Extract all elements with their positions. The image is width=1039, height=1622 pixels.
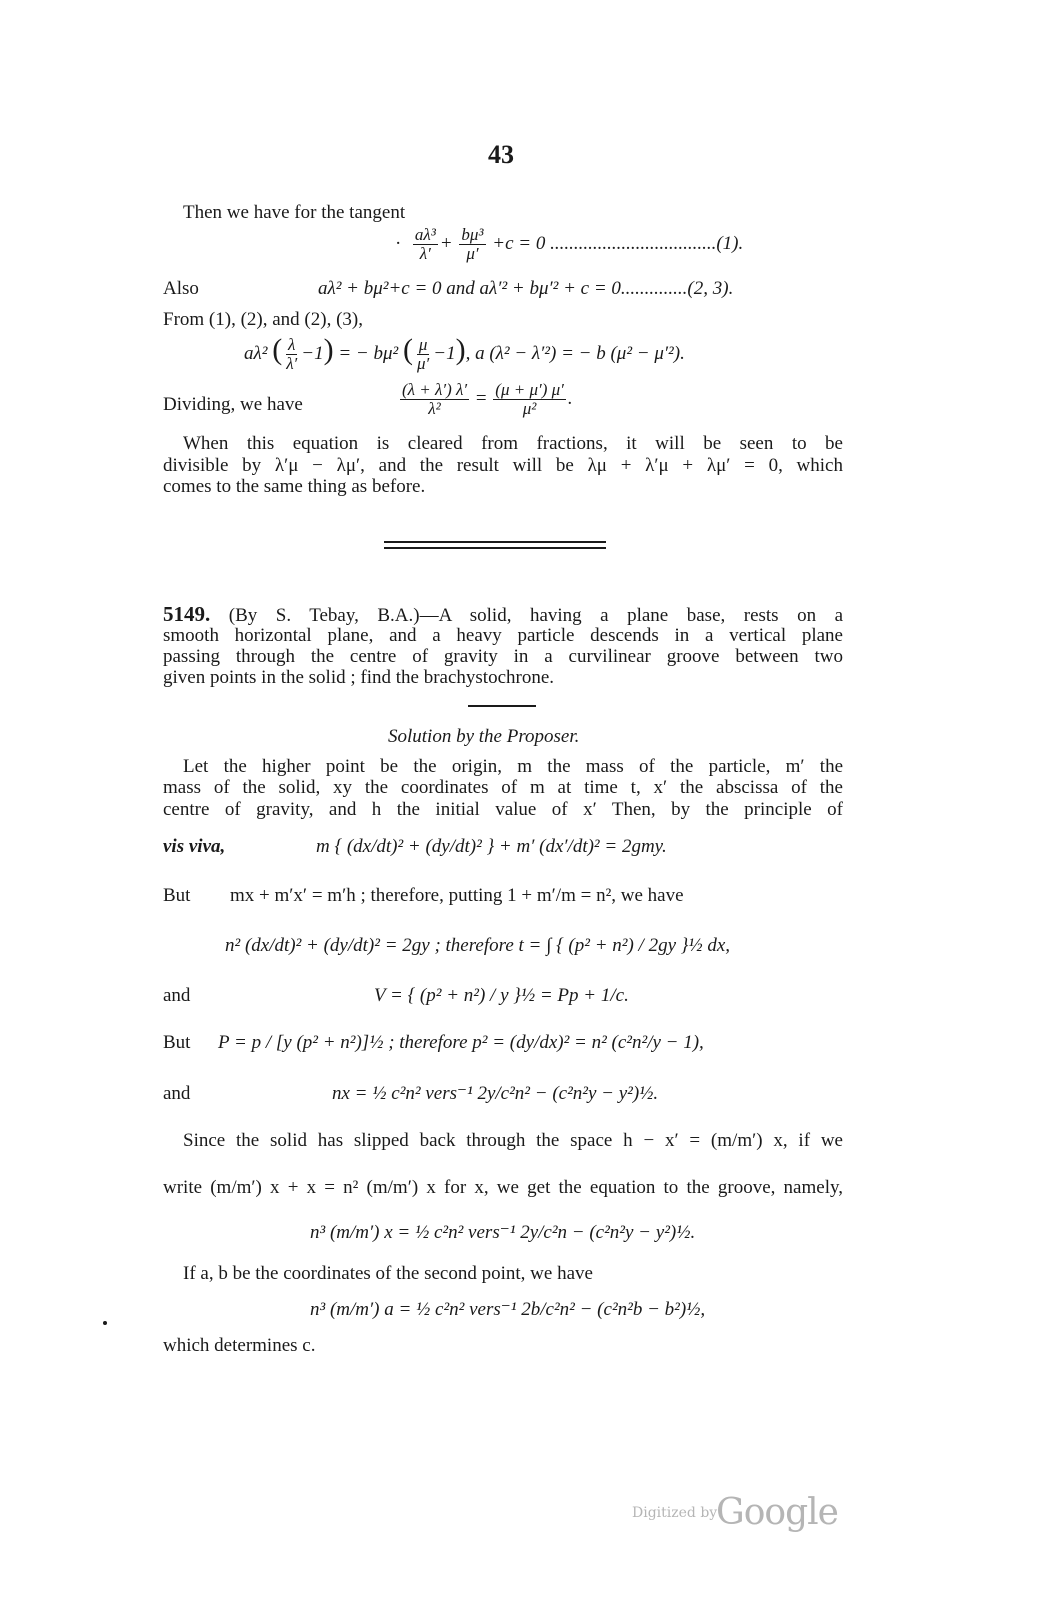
digitized-by-watermark — [632, 1505, 717, 1521]
double-rule-bottom — [384, 547, 606, 549]
page-number: 43 — [488, 140, 514, 169]
div-rhs-num: (μ + μ′) μ′ — [495, 380, 564, 399]
equation-n-squared: n² (dx/dt)² + (dy/dt)² = 2gy ; therefore t = ∫ { (p² + n²) / 2gy }½ dx, — [225, 935, 731, 956]
eq4-a: aλ² — [244, 342, 268, 364]
equation-2-3: aλ² + bμ²+c = 0 and aλ′² + bμ′² + c = 0..............(2, 3). — [318, 278, 734, 299]
para-cleared-l2: divisible by λ′μ − λμ′, and the result will be λμ + λ′μ + λμ′ = 0, which — [163, 455, 843, 476]
problem-l4: given points in the solid ; find the brachystochrone. — [163, 667, 555, 688]
tangent-intro: Then we have for the tangent — [183, 202, 406, 223]
stray-dot — [103, 1321, 107, 1325]
equation-4: aλ² ( $\frac{\lambda}{\lambda'}$ −1) = − bμ² ( $\frac{\mu}{\mu'}$ −1), a (λ² − λ′²) = − b (μ² − μ′²). — [244, 332, 685, 373]
google-logo: Google — [716, 1492, 838, 1533]
problem-l2: smooth horizontal plane, and a heavy particle descends in a vertical plane — [163, 625, 843, 646]
and-label-1: and — [163, 985, 191, 1006]
equation-V: V = { (p² + n²) / y }½ = Pp + 1/c. — [374, 985, 629, 1006]
dividing-equation: $\frac{(\lambda + \lambda') \lambda'}{\text{λ²}}$ = $\frac{(\mu + \mu') \mu'}{\text{μ²}}$ . — [402, 380, 573, 418]
solution-p1-l1: Let the higher point be the origin, m the mass of the particle, m′ the — [183, 756, 843, 777]
equation-but-1: mx + m′x′ = m′h ; therefore, putting 1 + m′/m = n², we have — [230, 885, 684, 906]
dividing-label: Dividing, we have — [163, 394, 303, 415]
div-lhs-den: λ² — [428, 399, 441, 418]
problem-l1-text: (By S. Tebay, B.A.)—A solid, having a plane base, rests on a — [228, 605, 843, 626]
but-label-2: But — [163, 1032, 191, 1053]
short-rule — [468, 705, 536, 707]
problem-l1 — [163, 603, 843, 627]
also-label: Also — [163, 278, 199, 299]
digitized-by-text: Digitized by — [632, 1505, 718, 1521]
solution-p1-l2: mass of the solid, xy the coordinates of m at time t, x′ the abscissa of the — [163, 777, 843, 798]
equation-nx: nx = ½ c²n² vers⁻¹ 2y/c²n² − (c²n²y − y²)½. — [332, 1083, 659, 1104]
equation-1-tail: +c = 0 ...................................(1). — [492, 232, 744, 254]
para-cleared-l1: When this equation is cleared from fractions, it will be seen to be — [183, 433, 843, 454]
solution-p2-l1: Since the solid has slipped back through the space h − x′ = (m/m′) x, if we — [183, 1130, 843, 1151]
equation-P: P = p / [y (p² + n²)]½ ; therefore p² = (dy/dx)² = n² (c²n²/y − 1), — [218, 1032, 704, 1053]
solution-heading: Solution by the Proposer. — [388, 726, 580, 747]
but-label-1: But — [163, 885, 191, 906]
eq4-b: = − bμ² — [338, 342, 399, 364]
equation-groove: n³ (m/m′) x = ½ c²n² vers⁻¹ 2y/c²n − (c²n²y − y²)½. — [310, 1222, 696, 1243]
and-label-2: and — [163, 1083, 191, 1104]
equation-1: · $\frac{\text{aλ³}}{\lambda'}$ + $\frac{\text{bμ³}}{\mu'}$ +c = 0 ...................................(1). — [395, 225, 744, 263]
solution-p3-end: which determines c. — [163, 1335, 316, 1356]
equation-ab: n³ (m/m′) a = ½ c²n² vers⁻¹ 2b/c²n² − (c²n²b − b²)½, — [310, 1299, 706, 1320]
eq4-c: , a (λ² − λ′²) = − b (μ² − μ′²). — [465, 342, 685, 364]
problem-l3: passing through the centre of gravity in a curvilinear groove between two — [163, 646, 843, 667]
problem-number: 5149. — [163, 602, 211, 626]
equation-vis-viva: m { (dx/dt)² + (dy/dt)² } + m′ (dx′/dt)² = 2gmy. — [316, 836, 667, 857]
solution-p1-l3: centre of gravity, and h the initial value of x′ Then, by the principle of — [163, 799, 843, 820]
from-line: From (1), (2), and (2), (3), — [163, 309, 363, 330]
para-cleared-l3: comes to the same thing as before. — [163, 476, 426, 497]
solution-p2-l2: write (m/m′) x + x = n² (m/m′) x for x, we get the equation to the groove, namely, — [163, 1177, 843, 1198]
double-rule-top — [384, 541, 606, 543]
div-rhs-den: μ² — [522, 399, 537, 418]
solution-p3-l1: If a, b be the coordinates of the second point, we have — [183, 1263, 593, 1284]
vis-viva-label: vis viva, — [163, 836, 226, 857]
div-lhs-num: (λ + λ′) λ′ — [402, 380, 468, 399]
